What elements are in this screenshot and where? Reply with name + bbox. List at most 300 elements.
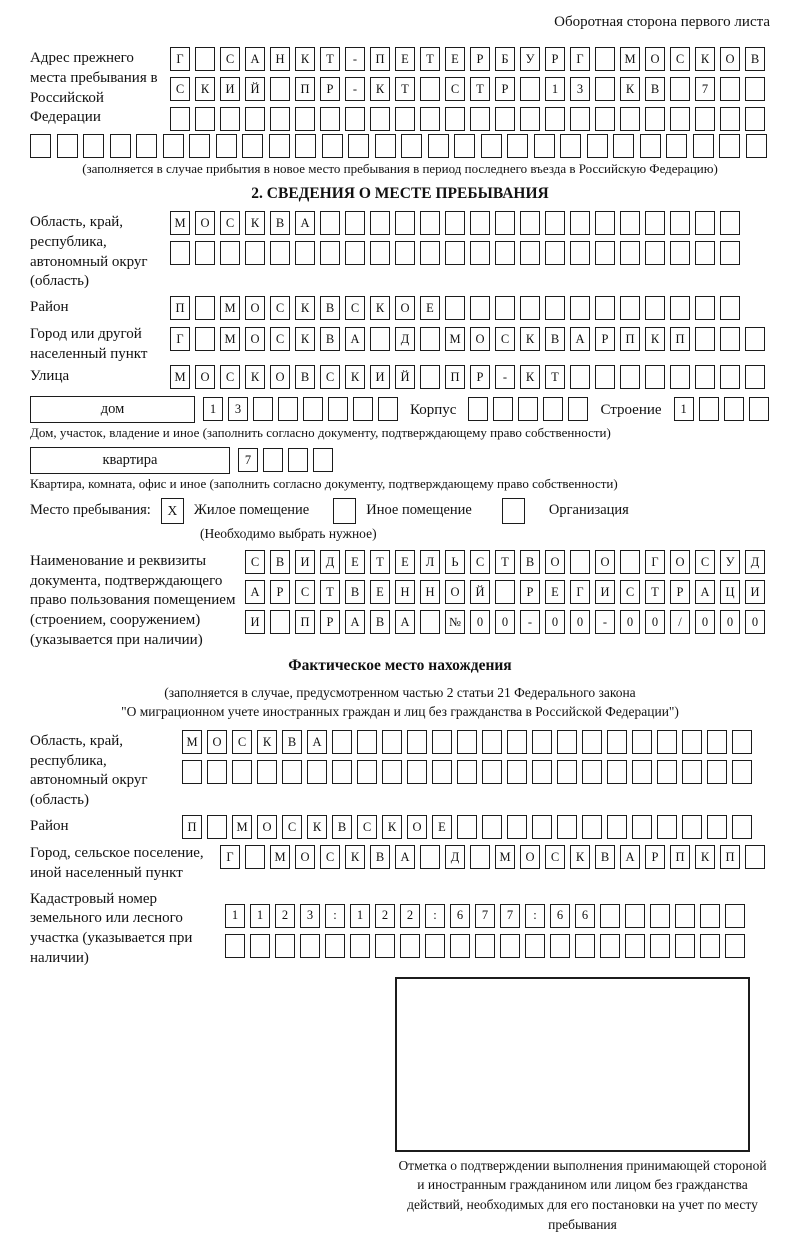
char-cell[interactable]: [507, 730, 527, 754]
char-cell[interactable]: С: [695, 550, 715, 574]
char-cell[interactable]: Р: [645, 845, 665, 869]
char-cell[interactable]: [720, 327, 740, 351]
char-cell[interactable]: [532, 730, 552, 754]
char-cell[interactable]: А: [395, 610, 415, 634]
char-cell[interactable]: [720, 107, 740, 131]
char-cell[interactable]: [445, 211, 465, 235]
char-cell[interactable]: К: [570, 845, 590, 869]
char-cell[interactable]: [620, 365, 640, 389]
char-cell[interactable]: К: [307, 815, 327, 839]
char-cell[interactable]: [269, 134, 290, 158]
char-cell[interactable]: [182, 760, 202, 784]
char-cell[interactable]: [720, 365, 740, 389]
char-cell[interactable]: В: [282, 730, 302, 754]
char-cell[interactable]: [332, 730, 352, 754]
char-cell[interactable]: [382, 760, 402, 784]
char-cell[interactable]: 1: [350, 904, 370, 928]
char-cell[interactable]: С: [220, 365, 240, 389]
char-cell[interactable]: В: [320, 327, 340, 351]
char-cell[interactable]: Г: [645, 550, 665, 574]
char-cell[interactable]: [482, 730, 502, 754]
char-cell[interactable]: 7: [500, 904, 520, 928]
char-cell[interactable]: [595, 241, 615, 265]
char-cell[interactable]: [245, 845, 265, 869]
stay-type-checkbox-other[interactable]: [333, 498, 356, 524]
char-cell[interactable]: 0: [645, 610, 665, 634]
char-cell[interactable]: [110, 134, 131, 158]
char-cell[interactable]: Г: [170, 47, 190, 71]
char-cell[interactable]: [170, 241, 190, 265]
char-cell[interactable]: 1: [545, 77, 565, 101]
char-cell[interactable]: Й: [395, 365, 415, 389]
char-cell[interactable]: [732, 760, 752, 784]
char-cell[interactable]: [700, 904, 720, 928]
char-cell[interactable]: [670, 107, 690, 131]
char-cell[interactable]: П: [182, 815, 202, 839]
char-cell[interactable]: [520, 296, 540, 320]
char-cell[interactable]: [288, 448, 308, 472]
char-cell[interactable]: [395, 211, 415, 235]
char-cell[interactable]: [720, 77, 740, 101]
char-cell[interactable]: А: [245, 580, 265, 604]
char-cell[interactable]: Р: [520, 580, 540, 604]
char-cell[interactable]: Р: [470, 365, 490, 389]
char-cell[interactable]: [428, 134, 449, 158]
char-cell[interactable]: :: [425, 904, 445, 928]
char-cell[interactable]: [320, 241, 340, 265]
char-cell[interactable]: [450, 934, 470, 958]
char-cell[interactable]: [557, 815, 577, 839]
char-cell[interactable]: [534, 134, 555, 158]
char-cell[interactable]: В: [345, 580, 365, 604]
char-cell[interactable]: К: [295, 296, 315, 320]
char-cell[interactable]: Е: [395, 550, 415, 574]
char-cell[interactable]: [745, 845, 765, 869]
char-cell[interactable]: 6: [575, 904, 595, 928]
char-cell[interactable]: Г: [170, 327, 190, 351]
char-cell[interactable]: Р: [545, 47, 565, 71]
char-cell[interactable]: [282, 760, 302, 784]
char-cell[interactable]: [345, 211, 365, 235]
char-cell[interactable]: Р: [270, 580, 290, 604]
char-cell[interactable]: Т: [420, 47, 440, 71]
char-cell[interactable]: [707, 815, 727, 839]
char-cell[interactable]: [745, 327, 765, 351]
char-cell[interactable]: К: [245, 365, 265, 389]
char-cell[interactable]: [645, 296, 665, 320]
char-cell[interactable]: [170, 107, 190, 131]
char-cell[interactable]: [382, 730, 402, 754]
char-cell[interactable]: [707, 760, 727, 784]
char-cell[interactable]: [650, 904, 670, 928]
apartment-field-box[interactable]: квартира: [30, 447, 230, 474]
char-cell[interactable]: Р: [670, 580, 690, 604]
char-cell[interactable]: [295, 241, 315, 265]
char-cell[interactable]: [420, 77, 440, 101]
char-cell[interactable]: [670, 365, 690, 389]
char-cell[interactable]: С: [170, 77, 190, 101]
char-cell[interactable]: Т: [545, 365, 565, 389]
char-cell[interactable]: [625, 934, 645, 958]
char-cell[interactable]: Т: [495, 550, 515, 574]
char-cell[interactable]: [620, 241, 640, 265]
char-cell[interactable]: [220, 107, 240, 131]
char-cell[interactable]: [532, 815, 552, 839]
char-cell[interactable]: [470, 845, 490, 869]
char-cell[interactable]: [257, 760, 277, 784]
char-cell[interactable]: [495, 211, 515, 235]
char-cell[interactable]: [83, 134, 104, 158]
char-cell[interactable]: И: [370, 365, 390, 389]
char-cell[interactable]: [557, 730, 577, 754]
char-cell[interactable]: [507, 760, 527, 784]
char-cell[interactable]: [695, 211, 715, 235]
char-cell[interactable]: [675, 934, 695, 958]
char-cell[interactable]: О: [545, 550, 565, 574]
char-cell[interactable]: В: [370, 845, 390, 869]
char-cell[interactable]: [550, 934, 570, 958]
char-cell[interactable]: [195, 241, 215, 265]
char-cell[interactable]: С: [245, 550, 265, 574]
char-cell[interactable]: [520, 77, 540, 101]
char-cell[interactable]: А: [695, 580, 715, 604]
char-cell[interactable]: [695, 327, 715, 351]
char-cell[interactable]: [595, 211, 615, 235]
char-cell[interactable]: Л: [420, 550, 440, 574]
char-cell[interactable]: [357, 760, 377, 784]
char-cell[interactable]: [632, 730, 652, 754]
char-cell[interactable]: К: [382, 815, 402, 839]
char-cell[interactable]: Н: [395, 580, 415, 604]
char-cell[interactable]: О: [245, 327, 265, 351]
char-cell[interactable]: [520, 211, 540, 235]
char-cell[interactable]: 0: [545, 610, 565, 634]
char-cell[interactable]: С: [220, 211, 240, 235]
char-cell[interactable]: А: [295, 211, 315, 235]
char-cell[interactable]: [532, 760, 552, 784]
char-cell[interactable]: [682, 815, 702, 839]
char-cell[interactable]: С: [357, 815, 377, 839]
char-cell[interactable]: [525, 934, 545, 958]
char-cell[interactable]: [375, 934, 395, 958]
char-cell[interactable]: [695, 296, 715, 320]
char-cell[interactable]: О: [645, 47, 665, 71]
char-cell[interactable]: -: [520, 610, 540, 634]
char-cell[interactable]: М: [495, 845, 515, 869]
char-cell[interactable]: [353, 397, 373, 421]
char-cell[interactable]: [645, 211, 665, 235]
char-cell[interactable]: [270, 241, 290, 265]
char-cell[interactable]: [520, 241, 540, 265]
char-cell[interactable]: И: [245, 610, 265, 634]
char-cell[interactable]: С: [320, 845, 340, 869]
char-cell[interactable]: [163, 134, 184, 158]
char-cell[interactable]: П: [720, 845, 740, 869]
char-cell[interactable]: 3: [228, 397, 248, 421]
char-cell[interactable]: Т: [395, 77, 415, 101]
char-cell[interactable]: О: [257, 815, 277, 839]
char-cell[interactable]: [207, 815, 227, 839]
char-cell[interactable]: С: [320, 365, 340, 389]
char-cell[interactable]: В: [332, 815, 352, 839]
char-cell[interactable]: К: [520, 327, 540, 351]
char-cell[interactable]: 0: [745, 610, 765, 634]
char-cell[interactable]: /: [670, 610, 690, 634]
char-cell[interactable]: [245, 107, 265, 131]
char-cell[interactable]: П: [445, 365, 465, 389]
char-cell[interactable]: [640, 134, 661, 158]
char-cell[interactable]: С: [270, 296, 290, 320]
char-cell[interactable]: Р: [495, 77, 515, 101]
char-cell[interactable]: Е: [370, 580, 390, 604]
char-cell[interactable]: [645, 365, 665, 389]
char-cell[interactable]: Д: [395, 327, 415, 351]
char-cell[interactable]: [682, 760, 702, 784]
char-cell[interactable]: П: [670, 845, 690, 869]
char-cell[interactable]: [136, 134, 157, 158]
char-cell[interactable]: [401, 134, 422, 158]
char-cell[interactable]: [225, 934, 245, 958]
char-cell[interactable]: С: [545, 845, 565, 869]
stay-type-checkbox-residential[interactable]: X: [161, 498, 184, 524]
char-cell[interactable]: С: [495, 327, 515, 351]
char-cell[interactable]: [370, 211, 390, 235]
char-cell[interactable]: М: [182, 730, 202, 754]
char-cell[interactable]: В: [520, 550, 540, 574]
char-cell[interactable]: М: [232, 815, 252, 839]
char-cell[interactable]: [657, 760, 677, 784]
char-cell[interactable]: [470, 107, 490, 131]
char-cell[interactable]: К: [195, 77, 215, 101]
char-cell[interactable]: [445, 241, 465, 265]
char-cell[interactable]: [500, 934, 520, 958]
char-cell[interactable]: [645, 107, 665, 131]
char-cell[interactable]: [745, 107, 765, 131]
char-cell[interactable]: О: [270, 365, 290, 389]
char-cell[interactable]: [295, 134, 316, 158]
char-cell[interactable]: [613, 134, 634, 158]
char-cell[interactable]: [245, 241, 265, 265]
char-cell[interactable]: П: [295, 77, 315, 101]
char-cell[interactable]: Е: [445, 47, 465, 71]
char-cell[interactable]: 1: [250, 904, 270, 928]
char-cell[interactable]: А: [345, 610, 365, 634]
char-cell[interactable]: 6: [550, 904, 570, 928]
char-cell[interactable]: [725, 904, 745, 928]
char-cell[interactable]: А: [245, 47, 265, 71]
char-cell[interactable]: [557, 760, 577, 784]
char-cell[interactable]: Р: [320, 77, 340, 101]
char-cell[interactable]: [682, 730, 702, 754]
char-cell[interactable]: О: [407, 815, 427, 839]
char-cell[interactable]: [720, 241, 740, 265]
char-cell[interactable]: [378, 397, 398, 421]
char-cell[interactable]: Р: [595, 327, 615, 351]
char-cell[interactable]: С: [670, 47, 690, 71]
char-cell[interactable]: [232, 760, 252, 784]
char-cell[interactable]: :: [325, 904, 345, 928]
char-cell[interactable]: С: [345, 296, 365, 320]
char-cell[interactable]: [325, 934, 345, 958]
char-cell[interactable]: В: [270, 211, 290, 235]
char-cell[interactable]: [620, 107, 640, 131]
char-cell[interactable]: [607, 815, 627, 839]
char-cell[interactable]: К: [645, 327, 665, 351]
char-cell[interactable]: К: [295, 47, 315, 71]
char-cell[interactable]: [407, 730, 427, 754]
char-cell[interactable]: [470, 241, 490, 265]
char-cell[interactable]: Г: [570, 580, 590, 604]
char-cell[interactable]: О: [195, 365, 215, 389]
char-cell[interactable]: [745, 365, 765, 389]
char-cell[interactable]: [595, 296, 615, 320]
char-cell[interactable]: Д: [320, 550, 340, 574]
char-cell[interactable]: С: [620, 580, 640, 604]
char-cell[interactable]: [745, 77, 765, 101]
char-cell[interactable]: [543, 397, 563, 421]
char-cell[interactable]: [595, 47, 615, 71]
char-cell[interactable]: С: [232, 730, 252, 754]
char-cell[interactable]: О: [595, 550, 615, 574]
char-cell[interactable]: [445, 296, 465, 320]
char-cell[interactable]: [320, 107, 340, 131]
char-cell[interactable]: [720, 296, 740, 320]
char-cell[interactable]: [370, 241, 390, 265]
char-cell[interactable]: [407, 760, 427, 784]
char-cell[interactable]: [348, 134, 369, 158]
char-cell[interactable]: Е: [395, 47, 415, 71]
char-cell[interactable]: [545, 211, 565, 235]
char-cell[interactable]: М: [270, 845, 290, 869]
char-cell[interactable]: [725, 934, 745, 958]
char-cell[interactable]: 3: [570, 77, 590, 101]
char-cell[interactable]: [719, 134, 740, 158]
char-cell[interactable]: Б: [495, 47, 515, 71]
char-cell[interactable]: [322, 134, 343, 158]
char-cell[interactable]: [468, 397, 488, 421]
char-cell[interactable]: [328, 397, 348, 421]
char-cell[interactable]: [695, 241, 715, 265]
char-cell[interactable]: Н: [270, 47, 290, 71]
char-cell[interactable]: [57, 134, 78, 158]
char-cell[interactable]: [207, 760, 227, 784]
char-cell[interactable]: [420, 327, 440, 351]
char-cell[interactable]: У: [520, 47, 540, 71]
char-cell[interactable]: [657, 815, 677, 839]
char-cell[interactable]: [600, 934, 620, 958]
char-cell[interactable]: [420, 107, 440, 131]
char-cell[interactable]: [345, 107, 365, 131]
char-cell[interactable]: [545, 107, 565, 131]
char-cell[interactable]: О: [395, 296, 415, 320]
char-cell[interactable]: 7: [238, 448, 258, 472]
char-cell[interactable]: [746, 134, 767, 158]
char-cell[interactable]: [645, 241, 665, 265]
char-cell[interactable]: Т: [370, 550, 390, 574]
char-cell[interactable]: Г: [570, 47, 590, 71]
char-cell[interactable]: -: [345, 77, 365, 101]
char-cell[interactable]: [454, 134, 475, 158]
char-cell[interactable]: О: [207, 730, 227, 754]
char-cell[interactable]: [650, 934, 670, 958]
char-cell[interactable]: Т: [320, 580, 340, 604]
char-cell[interactable]: М: [220, 296, 240, 320]
char-cell[interactable]: [749, 397, 769, 421]
char-cell[interactable]: П: [170, 296, 190, 320]
char-cell[interactable]: [507, 815, 527, 839]
char-cell[interactable]: [370, 327, 390, 351]
char-cell[interactable]: С: [270, 327, 290, 351]
char-cell[interactable]: В: [545, 327, 565, 351]
char-cell[interactable]: П: [670, 327, 690, 351]
char-cell[interactable]: [720, 211, 740, 235]
char-cell[interactable]: [632, 760, 652, 784]
char-cell[interactable]: С: [282, 815, 302, 839]
char-cell[interactable]: Ц: [720, 580, 740, 604]
char-cell[interactable]: К: [370, 77, 390, 101]
char-cell[interactable]: [570, 365, 590, 389]
char-cell[interactable]: [320, 211, 340, 235]
char-cell[interactable]: [470, 296, 490, 320]
char-cell[interactable]: [345, 241, 365, 265]
char-cell[interactable]: [375, 134, 396, 158]
char-cell[interactable]: Н: [420, 580, 440, 604]
char-cell[interactable]: К: [345, 845, 365, 869]
char-cell[interactable]: [670, 296, 690, 320]
char-cell[interactable]: [470, 211, 490, 235]
char-cell[interactable]: [481, 134, 502, 158]
char-cell[interactable]: [632, 815, 652, 839]
char-cell[interactable]: В: [370, 610, 390, 634]
char-cell[interactable]: [570, 107, 590, 131]
house-field-box[interactable]: дом: [30, 396, 195, 423]
char-cell[interactable]: [420, 610, 440, 634]
char-cell[interactable]: [432, 760, 452, 784]
char-cell[interactable]: [657, 730, 677, 754]
char-cell[interactable]: [195, 327, 215, 351]
char-cell[interactable]: [620, 296, 640, 320]
char-cell[interactable]: 7: [475, 904, 495, 928]
char-cell[interactable]: [495, 107, 515, 131]
char-cell[interactable]: [607, 760, 627, 784]
char-cell[interactable]: [493, 397, 513, 421]
char-cell[interactable]: [693, 134, 714, 158]
char-cell[interactable]: [332, 760, 352, 784]
char-cell[interactable]: [699, 397, 719, 421]
char-cell[interactable]: [395, 241, 415, 265]
char-cell[interactable]: [400, 934, 420, 958]
char-cell[interactable]: К: [370, 296, 390, 320]
char-cell[interactable]: [570, 241, 590, 265]
char-cell[interactable]: [420, 211, 440, 235]
char-cell[interactable]: 0: [570, 610, 590, 634]
char-cell[interactable]: А: [395, 845, 415, 869]
char-cell[interactable]: [270, 107, 290, 131]
char-cell[interactable]: В: [745, 47, 765, 71]
char-cell[interactable]: [707, 730, 727, 754]
char-cell[interactable]: [570, 550, 590, 574]
char-cell[interactable]: 6: [450, 904, 470, 928]
char-cell[interactable]: [216, 134, 237, 158]
char-cell[interactable]: С: [295, 580, 315, 604]
char-cell[interactable]: [675, 904, 695, 928]
char-cell[interactable]: [313, 448, 333, 472]
char-cell[interactable]: М: [445, 327, 465, 351]
char-cell[interactable]: [303, 397, 323, 421]
char-cell[interactable]: О: [445, 580, 465, 604]
char-cell[interactable]: К: [520, 365, 540, 389]
char-cell[interactable]: И: [595, 580, 615, 604]
